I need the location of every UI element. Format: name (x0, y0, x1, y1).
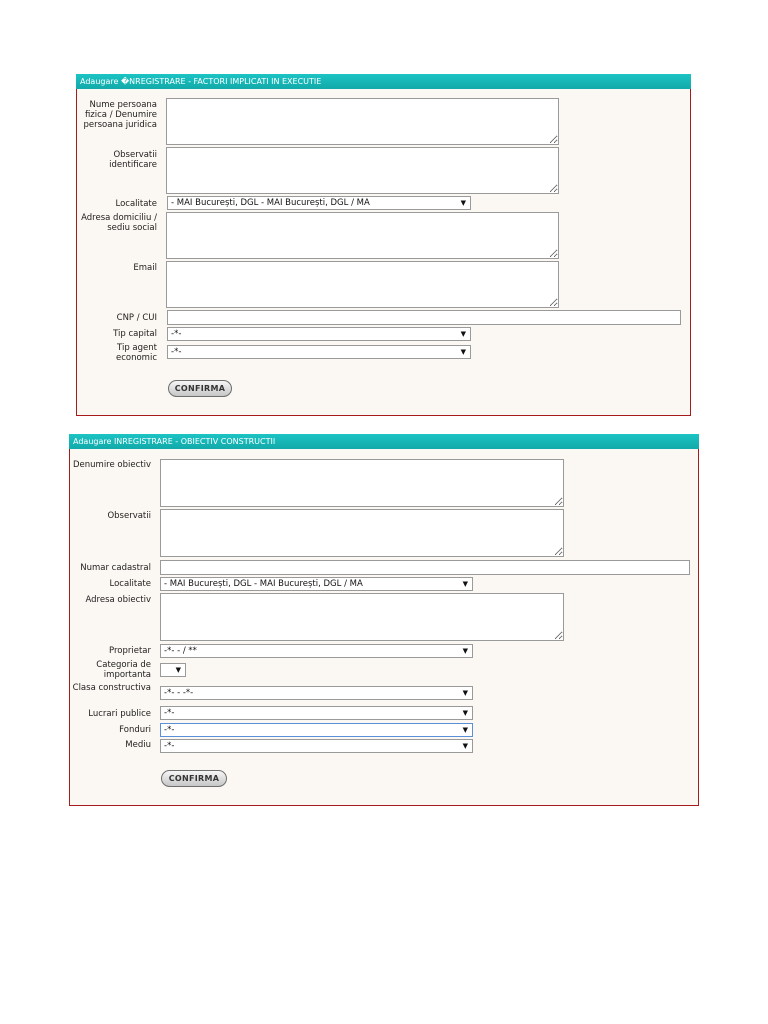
chevron-down-icon: ▼ (460, 330, 466, 338)
numar-cadastral-input[interactable] (160, 560, 690, 575)
tip-capital-value: -*- (171, 329, 182, 339)
proprietar-value: -*- - / ** (164, 646, 197, 656)
email-textarea[interactable] (166, 261, 559, 308)
label-numar-cadastral: Numar cadastral (80, 563, 151, 573)
label-fonduri: Fonduri (119, 725, 151, 735)
chevron-down-icon: ▼ (462, 689, 468, 697)
chevron-down-icon: ▼ (462, 742, 468, 750)
label-proprietar: Proprietar (108, 646, 151, 656)
chevron-down-icon: ▼ (462, 726, 468, 734)
tip-agent-select[interactable] (167, 345, 471, 359)
observatii-textarea[interactable] (160, 509, 564, 557)
chevron-down-icon: ▼ (460, 199, 466, 207)
chevron-down-icon: ▼ (462, 709, 468, 717)
form-header-title: Adaugare INREGISTRARE - OBIECTIV CONSTRUCTII (69, 434, 699, 449)
form-factori-implicati (76, 74, 691, 416)
adresa-textarea[interactable] (160, 593, 564, 641)
label-clasa: Clasa constructiva (72, 683, 151, 693)
denumire-textarea[interactable] (160, 459, 564, 507)
label-cnp: CNP / CUI (116, 313, 157, 323)
label-email: Email (133, 263, 157, 273)
label-observatii: Observatii (107, 511, 151, 521)
label-mediu: Mediu (125, 740, 151, 750)
mediu-select[interactable] (160, 739, 473, 753)
fonduri-value: -*- (164, 725, 175, 735)
label-lucrari: Lucrari publice (88, 709, 151, 719)
label-adresa: Adresa obiectiv (85, 595, 151, 605)
label-localitate: Localitate (115, 199, 157, 209)
lucrari-value: -*- (164, 708, 175, 718)
chevron-down-icon: ▼ (175, 666, 181, 674)
localitate-select[interactable] (160, 577, 473, 591)
label-categoria: Categoria de importanta (96, 660, 151, 680)
proprietar-select[interactable] (160, 644, 473, 658)
chevron-down-icon: ▼ (462, 580, 468, 588)
lucrari-select[interactable] (160, 706, 473, 720)
label-tip-agent: Tip agent economic (115, 343, 157, 363)
chevron-down-icon: ▼ (462, 647, 468, 655)
cnp-input[interactable] (167, 310, 681, 325)
observatii-textarea[interactable] (166, 147, 559, 194)
localitate-select[interactable] (167, 196, 471, 210)
label-observatii: Observatii identificare (109, 150, 157, 170)
label-tip-capital: Tip capital (113, 329, 157, 339)
label-denumire: Denumire obiectiv (72, 460, 151, 470)
categoria-select[interactable] (160, 663, 186, 677)
tip-agent-value: -*- (171, 347, 182, 357)
label-nume: Nume persoana fizica / Denumire persoana juridica (83, 100, 157, 130)
mediu-value: -*- (164, 741, 175, 751)
confirma-button[interactable]: CONFIRMA (168, 380, 232, 397)
localitate-value: - MAI București, DGL - MAI București, DGL / MA (164, 579, 363, 589)
form-obiectiv-constructii (69, 434, 699, 806)
chevron-down-icon: ▼ (460, 348, 466, 356)
fonduri-select[interactable] (160, 723, 473, 737)
confirma-button[interactable]: CONFIRMA (161, 770, 227, 787)
tip-capital-select[interactable] (167, 327, 471, 341)
clasa-select[interactable] (160, 686, 473, 700)
label-localitate: Localitate (109, 579, 151, 589)
adresa-textarea[interactable] (166, 212, 559, 259)
form-header-title: Adaugare �NREGISTRARE - FACTORI IMPLICATI IN EXECUTIE (76, 74, 691, 89)
nume-textarea[interactable] (166, 98, 559, 145)
label-adresa: Adresa domiciliu / sediu social (81, 213, 157, 233)
clasa-value: -*- - -*- (164, 688, 194, 698)
localitate-value: - MAI București, DGL - MAI București, DGL / MA (171, 198, 370, 208)
